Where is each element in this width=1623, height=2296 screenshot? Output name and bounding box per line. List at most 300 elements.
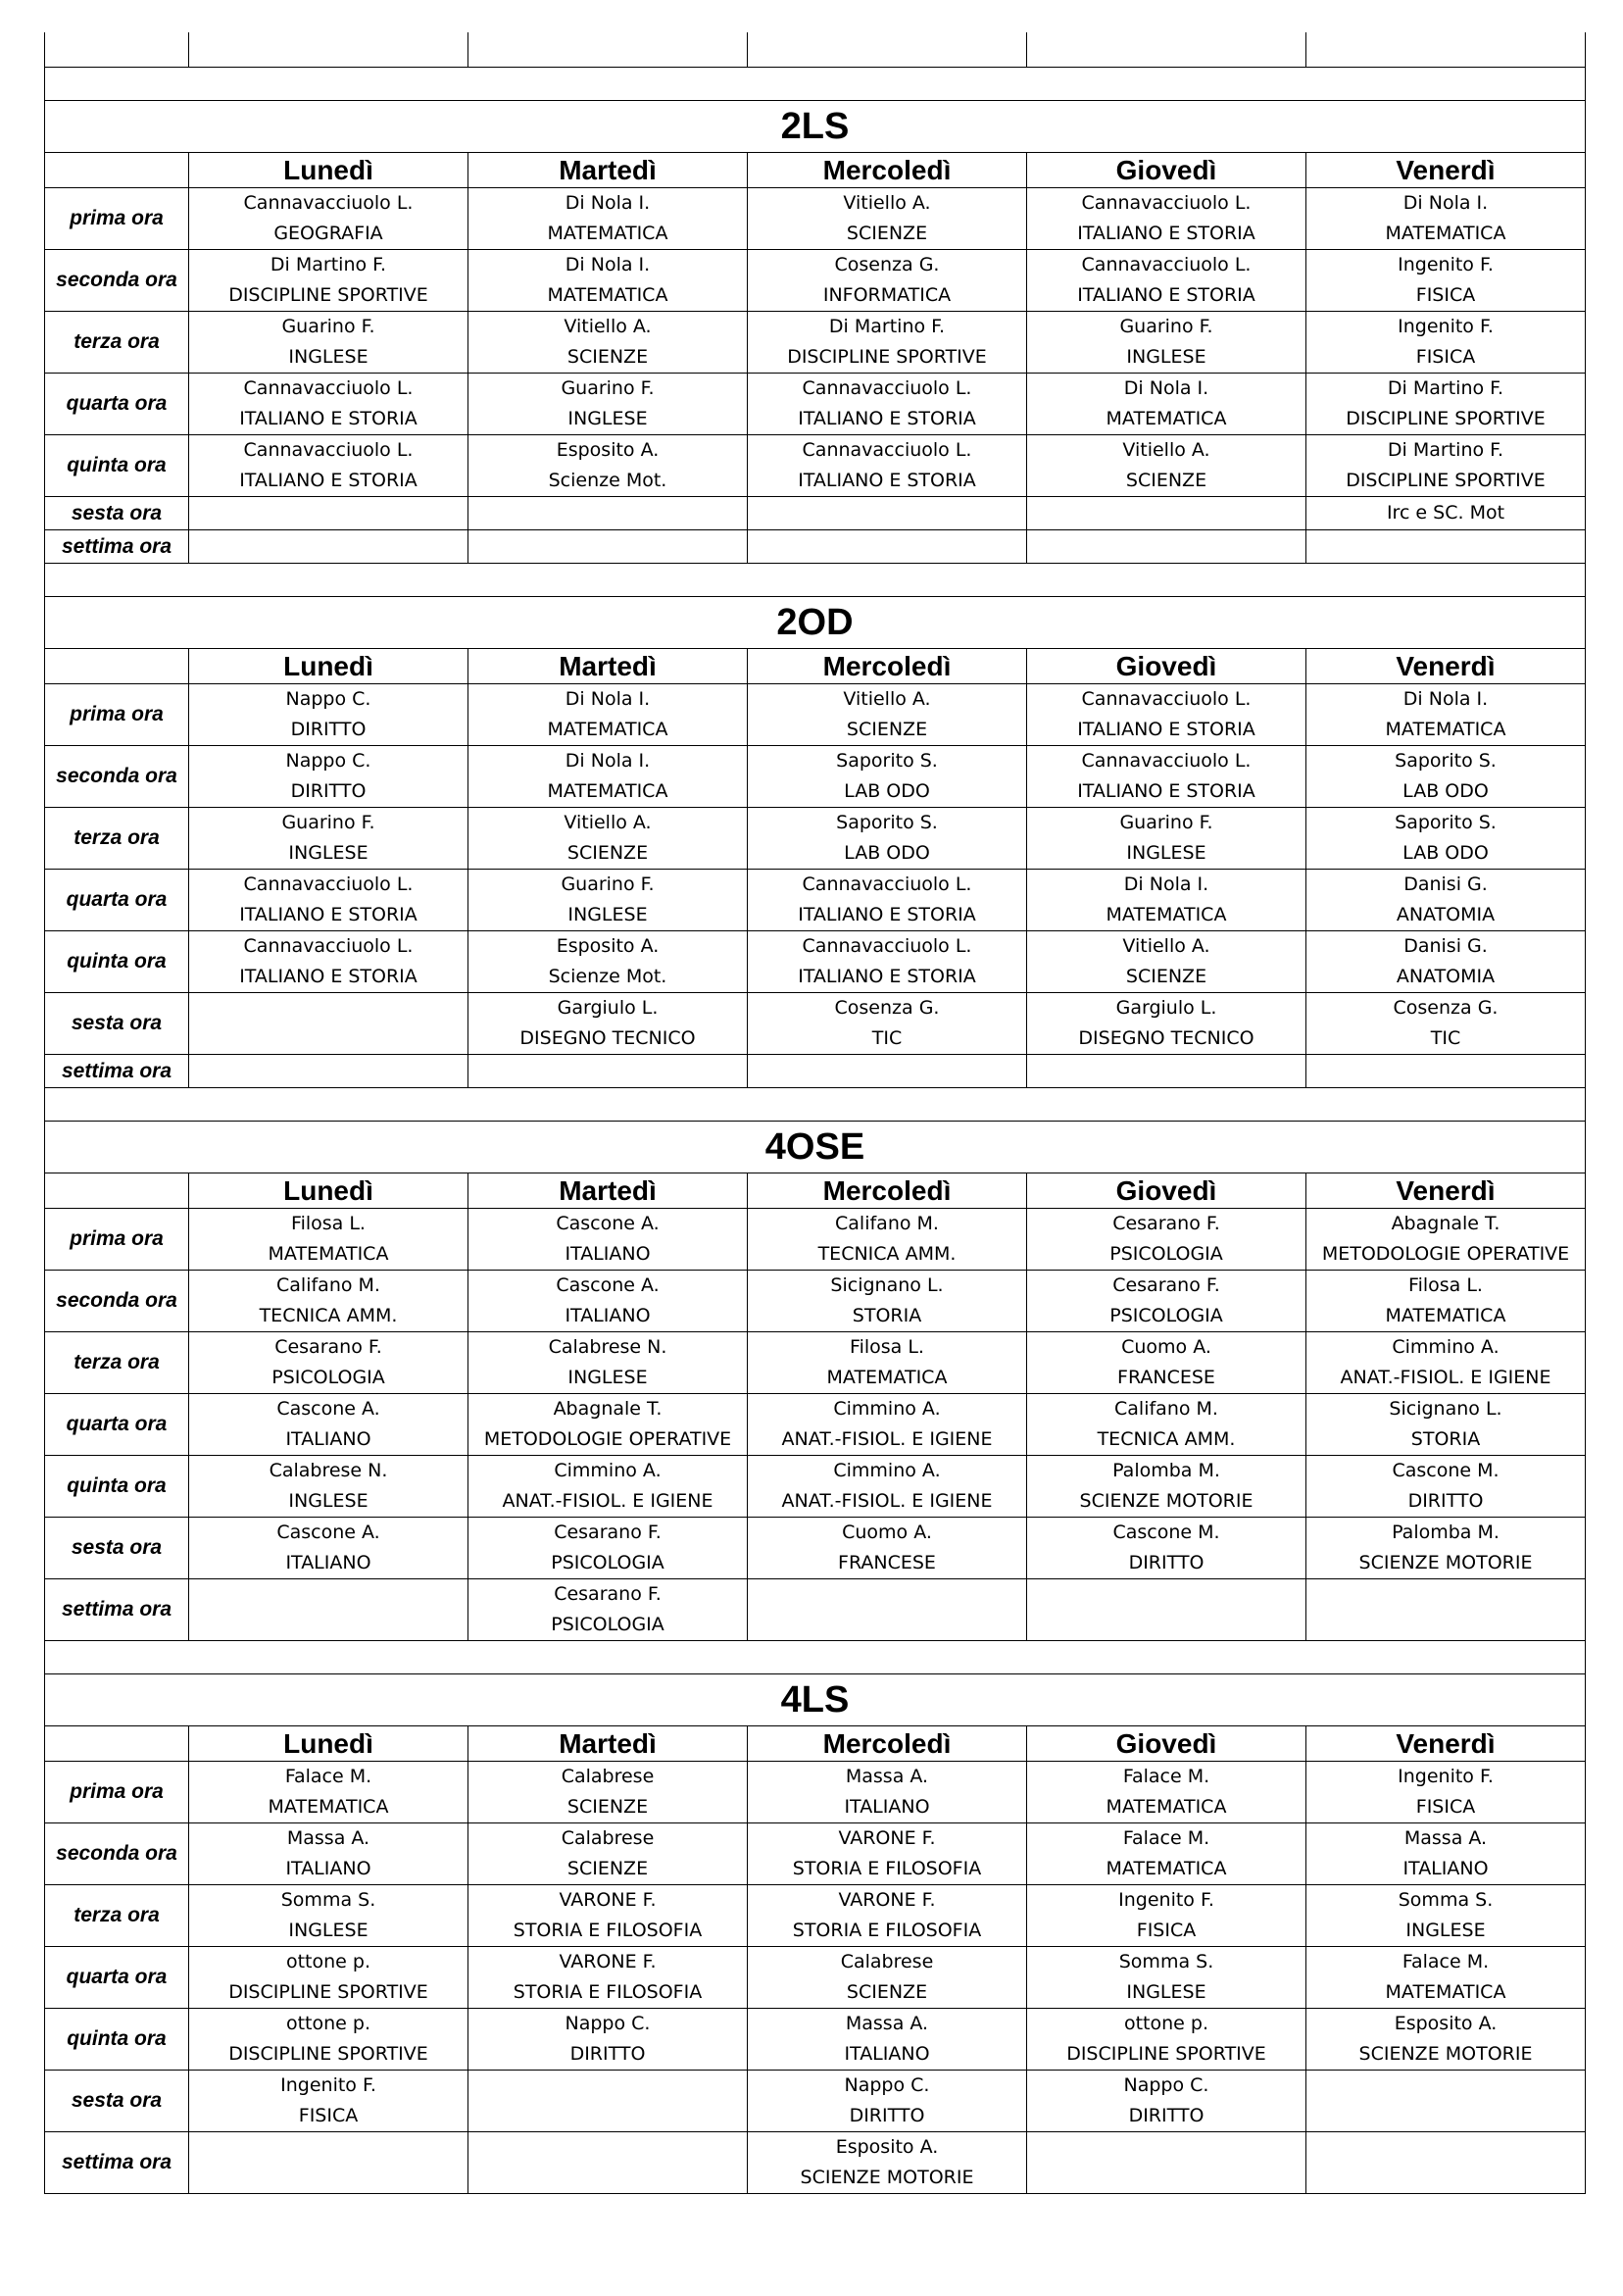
- lesson-cell: [1027, 1394, 1306, 1456]
- teacher-name: Di Nola I.: [565, 192, 651, 214]
- subject-name: MATEMATICA: [547, 284, 668, 306]
- lesson-cell: [1306, 870, 1586, 931]
- weekday-header-row: [45, 1173, 1586, 1209]
- period-label: settima ora: [45, 530, 189, 564]
- lesson-cell: [468, 1271, 748, 1332]
- subject-name: FRANCESE: [838, 1552, 936, 1573]
- teacher-name: Cannavacciuolo L.: [802, 935, 972, 957]
- subject-name: PSICOLOGIA: [271, 1367, 385, 1388]
- subject-name: ITALIANO E STORIA: [239, 966, 418, 987]
- period-label: settima ora: [45, 1579, 189, 1641]
- lesson-cell: [468, 435, 748, 497]
- teacher-name: Cannavacciuolo L.: [243, 935, 414, 957]
- period-row: [45, 1055, 1586, 1088]
- lesson-cell: [1027, 1055, 1306, 1088]
- weekday-header: Giovedì: [1027, 1726, 1306, 1762]
- period-row: [45, 1271, 1586, 1332]
- subject-name: FISICA: [1136, 1920, 1197, 1941]
- subject-name: DISCIPLINE SPORTIVE: [787, 346, 987, 368]
- period-label: prima ora: [45, 1209, 189, 1271]
- lesson-cell: [1306, 2009, 1586, 2071]
- teacher-name: Ingenito F.: [1398, 316, 1494, 337]
- teacher-name: Di Nola I.: [565, 254, 651, 275]
- weekday-header: Venerdì: [1306, 1726, 1586, 1762]
- period-row: [45, 312, 1586, 374]
- period-label: prima ora: [45, 1762, 189, 1823]
- lesson-cell: [748, 684, 1027, 746]
- subject-name: PSICOLOGIA: [551, 1552, 664, 1573]
- subject-name: ITALIANO E STORIA: [798, 904, 976, 925]
- teacher-name: Massa A.: [845, 2013, 929, 2034]
- weekday-header-row: [45, 1726, 1586, 1762]
- teacher-name: Di Martino F.: [270, 254, 387, 275]
- lesson-cell: [189, 2071, 468, 2132]
- lesson-cell: [1027, 435, 1306, 497]
- teacher-name: Guarino F.: [561, 377, 655, 399]
- teacher-name: Vitiello A.: [843, 688, 931, 710]
- subject-name: STORIA: [1410, 1428, 1481, 1450]
- period-row: [45, 993, 1586, 1055]
- lesson-cell: [468, 374, 748, 435]
- subject-name: SCIENZE MOTORIE: [1079, 1490, 1254, 1512]
- period-row: [45, 746, 1586, 808]
- teacher-name: Cannavacciuolo L.: [802, 873, 972, 895]
- lesson-cell: [468, 1456, 748, 1518]
- subject-name: METODOLOGIE OPERATIVE: [1321, 1243, 1570, 1265]
- lesson-cell: [748, 250, 1027, 312]
- teacher-name: VARONE F.: [559, 1951, 657, 1972]
- lesson-cell: [189, 435, 468, 497]
- lesson-cell: [468, 931, 748, 993]
- subject-name: SCIENZE: [846, 1981, 928, 2003]
- period-label: quarta ora: [45, 1394, 189, 1456]
- subject-name: DISCIPLINE SPORTIVE: [228, 284, 428, 306]
- subject-name: ITALIANO E STORIA: [239, 470, 418, 491]
- subject-name: PSICOLOGIA: [551, 1614, 664, 1635]
- subject-name: INFORMATICA: [822, 284, 952, 306]
- teacher-name: Vitiello A.: [1122, 439, 1210, 461]
- teacher-name: ottone p.: [285, 2013, 371, 2034]
- period-row: [45, 250, 1586, 312]
- teacher-name: Cannavacciuolo L.: [1081, 750, 1252, 772]
- lesson-cell: [748, 1762, 1027, 1823]
- subject-name: SCIENZE: [566, 1858, 649, 1879]
- lesson-cell: [1027, 808, 1306, 870]
- teacher-name: Calabrese N.: [548, 1336, 667, 1358]
- lesson-cell: [748, 312, 1027, 374]
- subject-name: MATEMATICA: [1385, 719, 1506, 740]
- subject-name: MATEMATICA: [1385, 1981, 1506, 2003]
- subject-name: ANATOMIA: [1396, 966, 1496, 987]
- lesson-cell: [1306, 746, 1586, 808]
- weekday-header: Venerdì: [1306, 649, 1586, 684]
- subject-name: ITALIANO E STORIA: [1077, 223, 1255, 244]
- lesson-cell: [748, 870, 1027, 931]
- period-label: quinta ora: [45, 1456, 189, 1518]
- lesson-cell: [189, 684, 468, 746]
- subject-name: LAB ODO: [844, 780, 930, 802]
- lesson-cell: [748, 1947, 1027, 2009]
- lesson-cell: [1306, 1456, 1586, 1518]
- subject-name: FISICA: [1415, 346, 1476, 368]
- period-row: [45, 1394, 1586, 1456]
- teacher-name: Cannavacciuolo L.: [1081, 254, 1252, 275]
- subject-name: MATEMATICA: [547, 223, 668, 244]
- teacher-name: Falace M.: [1122, 1766, 1210, 1787]
- teacher-name: Cannavacciuolo L.: [243, 377, 414, 399]
- teacher-name: Di Nola I.: [565, 750, 651, 772]
- subject-name: INGLESE: [288, 346, 369, 368]
- lesson-cell: [748, 993, 1027, 1055]
- lesson-cell: [468, 1518, 748, 1579]
- period-row: [45, 870, 1586, 931]
- teacher-name: Cascone A.: [556, 1274, 660, 1296]
- teacher-name: Guarino F.: [1119, 812, 1213, 833]
- lesson-cell: [189, 1762, 468, 1823]
- lesson-cell: [1027, 1271, 1306, 1332]
- lesson-cell: [189, 1823, 468, 1885]
- lesson-cell: [1306, 1823, 1586, 1885]
- lesson-cell: [1306, 1209, 1586, 1271]
- teacher-name: Palomba M.: [1392, 1522, 1500, 1543]
- teacher-name: Cosenza G.: [834, 997, 940, 1019]
- subject-name: DIRITTO: [290, 780, 367, 802]
- subject-name: ITALIANO E STORIA: [239, 408, 418, 429]
- period-label: seconda ora: [45, 250, 189, 312]
- subject-name: TIC: [871, 1027, 903, 1049]
- subject-name: STORIA E FILOSOFIA: [792, 1920, 982, 1941]
- teacher-name: Di Nola I.: [1123, 873, 1209, 895]
- teacher-name: Cuomo A.: [842, 1522, 932, 1543]
- teacher-name: Sicignano L.: [830, 1274, 944, 1296]
- teacher-name: Cannavacciuolo L.: [802, 439, 972, 461]
- lesson-cell: [748, 1823, 1027, 1885]
- class-title-row: [45, 1674, 1586, 1726]
- lesson-cell: [748, 746, 1027, 808]
- period-label: settima ora: [45, 1055, 189, 1088]
- teacher-name: Ingenito F.: [1398, 254, 1494, 275]
- period-row: [45, 188, 1586, 250]
- subject-name: PSICOLOGIA: [1109, 1243, 1223, 1265]
- lesson-cell: [748, 435, 1027, 497]
- subject-name: SCIENZE: [566, 842, 649, 864]
- subject-name: SCIENZE MOTORIE: [800, 2167, 974, 2188]
- lesson-cell: [748, 931, 1027, 993]
- lesson-cell: [748, 2009, 1027, 2071]
- weekday-header: Martedì: [468, 1173, 748, 1209]
- period-label: quinta ora: [45, 931, 189, 993]
- weekday-header: Lunedì: [189, 1726, 468, 1762]
- lesson-cell: [1027, 2132, 1306, 2194]
- subject-name: ANAT.-FISIOL. E IGIENE: [781, 1428, 993, 1450]
- lesson-cell: [1306, 1762, 1586, 1823]
- weekday-header: Lunedì: [189, 649, 468, 684]
- subject-name: ITALIANO E STORIA: [1077, 780, 1255, 802]
- teacher-name: Califano M.: [276, 1274, 380, 1296]
- period-row: [45, 1762, 1586, 1823]
- teacher-name: Abagnale T.: [553, 1398, 663, 1420]
- sheet-top-edge: [45, 32, 1586, 68]
- teacher-name: Guarino F.: [281, 316, 375, 337]
- weekday-header: Venerdì: [1306, 1173, 1586, 1209]
- lesson-cell: [468, 2009, 748, 2071]
- weekday-header: Giovedì: [1027, 153, 1306, 188]
- lesson-cell: [1306, 684, 1586, 746]
- period-label: sesta ora: [45, 993, 189, 1055]
- lesson-cell: [189, 1055, 468, 1088]
- lesson-cell: [468, 1332, 748, 1394]
- teacher-name: Filosa L.: [1408, 1274, 1483, 1296]
- lesson-cell: [748, 1209, 1027, 1271]
- lesson-cell: [1027, 1762, 1306, 1823]
- teacher-name: Saporito S.: [836, 812, 938, 833]
- period-label: prima ora: [45, 188, 189, 250]
- subject-name: ITALIANO: [285, 1858, 371, 1879]
- teacher-name: Calabrese N.: [269, 1460, 388, 1481]
- teacher-name: Cannavacciuolo L.: [243, 439, 414, 461]
- subject-name: LAB ODO: [844, 842, 930, 864]
- lesson-cell: [1306, 1055, 1586, 1088]
- teacher-name: Cannavacciuolo L.: [1081, 192, 1252, 214]
- lesson-cell: [1027, 1885, 1306, 1947]
- section-spacer: [45, 1088, 1586, 1122]
- lesson-cell: [189, 1332, 468, 1394]
- teacher-name: Cascone A.: [556, 1213, 660, 1234]
- lesson-cell: [468, 1394, 748, 1456]
- subject-name: ITALIANO: [844, 1796, 930, 1818]
- lesson-cell: [1027, 1823, 1306, 1885]
- teacher-name: Danisi G.: [1403, 935, 1488, 957]
- teacher-name: Califano M.: [835, 1213, 939, 1234]
- lesson-cell: [1027, 1518, 1306, 1579]
- teacher-name: Somma S.: [1398, 1889, 1494, 1911]
- subject-name: DIRITTO: [1407, 1490, 1484, 1512]
- teacher-name: Massa A.: [845, 1766, 929, 1787]
- teacher-name: Cascone A.: [276, 1522, 380, 1543]
- subject-name: DISCIPLINE SPORTIVE: [1346, 470, 1546, 491]
- lesson-cell: [189, 1579, 468, 1641]
- lesson-cell: [189, 1456, 468, 1518]
- subject-name: ITALIANO E STORIA: [1077, 719, 1255, 740]
- subject-name: ITALIANO: [565, 1305, 651, 1326]
- subject-name: ANAT.-FISIOL. E IGIENE: [502, 1490, 713, 1512]
- teacher-name: Di Martino F.: [1387, 439, 1504, 461]
- subject-name: DIRITTO: [569, 2043, 646, 2065]
- subject-name: ITALIANO E STORIA: [1077, 284, 1255, 306]
- teacher-name: Cimmino A.: [1392, 1336, 1500, 1358]
- header-corner: [45, 1173, 189, 1209]
- teacher-name: Saporito S.: [1395, 750, 1497, 772]
- teacher-name: Falace M.: [284, 1766, 372, 1787]
- subject-name: DISCIPLINE SPORTIVE: [1066, 2043, 1266, 2065]
- period-label: prima ora: [45, 684, 189, 746]
- lesson-cell: [1306, 808, 1586, 870]
- teacher-name: Califano M.: [1114, 1398, 1218, 1420]
- teacher-name: Cesarano F.: [1112, 1274, 1220, 1296]
- top-edge-cell: [189, 32, 468, 68]
- lesson-cell: [189, 1394, 468, 1456]
- teacher-name: Cesarano F.: [1112, 1213, 1220, 1234]
- period-label: terza ora: [45, 808, 189, 870]
- period-row: [45, 530, 1586, 564]
- subject-name: STORIA E FILOSOFIA: [513, 1981, 703, 2003]
- teacher-name: Somma S.: [280, 1889, 376, 1911]
- teacher-name: Cascone A.: [276, 1398, 380, 1420]
- lesson-cell: [468, 684, 748, 746]
- subject-name: TECNICA AMM.: [1097, 1428, 1236, 1450]
- teacher-name: Ingenito F.: [280, 2074, 376, 2096]
- class-title: 4LS: [45, 1674, 1586, 1726]
- subject-name: GEOGRAFIA: [273, 223, 383, 244]
- section-spacer: [45, 1641, 1586, 1674]
- subject-name: SCIENZE: [1125, 470, 1207, 491]
- lesson-cell: [748, 1394, 1027, 1456]
- subject-name: STORIA E FILOSOFIA: [792, 1858, 982, 1879]
- subject-name: MATEMATICA: [826, 1367, 948, 1388]
- teacher-name: Guarino F.: [281, 812, 375, 833]
- period-row: [45, 1885, 1586, 1947]
- lesson-cell: [468, 312, 748, 374]
- weekday-header: Lunedì: [189, 153, 468, 188]
- teacher-name: Cannavacciuolo L.: [1081, 688, 1252, 710]
- lesson-cell: [1306, 312, 1586, 374]
- subject-name: TIC: [1430, 1027, 1461, 1049]
- subject-name: SCIENZE: [566, 346, 649, 368]
- lesson-cell: [1027, 530, 1306, 564]
- lesson-cell: [189, 870, 468, 931]
- period-label: sesta ora: [45, 1518, 189, 1579]
- lesson-cell: [468, 1209, 748, 1271]
- teacher-name: Massa A.: [286, 1827, 370, 1849]
- teacher-name: Cesarano F.: [554, 1522, 662, 1543]
- lesson-cell: [748, 1518, 1027, 1579]
- lesson-cell: [468, 870, 748, 931]
- lesson-cell: [748, 188, 1027, 250]
- subject-name: LAB ODO: [1402, 842, 1489, 864]
- teacher-name: Cascone M.: [1392, 1460, 1500, 1481]
- lesson-cell: [1306, 1579, 1586, 1641]
- lesson-cell: [1306, 1394, 1586, 1456]
- period-row: [45, 1456, 1586, 1518]
- teacher-name: ottone p.: [1123, 2013, 1209, 2034]
- teacher-name: ottone p.: [285, 1951, 371, 1972]
- teacher-name: Cimmino A.: [554, 1460, 662, 1481]
- subject-name: STORIA E FILOSOFIA: [513, 1920, 703, 1941]
- lesson-cell: [468, 1885, 748, 1947]
- teacher-name: Vitiello A.: [843, 192, 931, 214]
- class-title: 2LS: [45, 101, 1586, 153]
- lesson-cell: [1027, 993, 1306, 1055]
- lesson-cell: [1306, 2071, 1586, 2132]
- timetable-sheet: [44, 32, 1586, 2194]
- header-corner: [45, 153, 189, 188]
- lesson-cell: [189, 1271, 468, 1332]
- lesson-cell: [189, 1947, 468, 2009]
- lesson-cell: [468, 1579, 748, 1641]
- period-label: terza ora: [45, 312, 189, 374]
- weekday-header: Mercoledì: [748, 649, 1027, 684]
- teacher-name: Sicignano L.: [1389, 1398, 1502, 1420]
- subject-name: DIRITTO: [1128, 2105, 1205, 2126]
- subject-name: ITALIANO E STORIA: [798, 470, 976, 491]
- subject-name: INGLESE: [288, 1490, 369, 1512]
- lesson-cell: [468, 1762, 748, 1823]
- teacher-name: Gargiulo L.: [1115, 997, 1217, 1019]
- lesson-cell: [748, 530, 1027, 564]
- lesson-cell: [468, 808, 748, 870]
- teacher-name: Vitiello A.: [564, 316, 652, 337]
- subject-name: SCIENZE: [1125, 966, 1207, 987]
- period-row: [45, 808, 1586, 870]
- teacher-name: Somma S.: [1118, 1951, 1214, 1972]
- subject-name: INGLESE: [288, 842, 369, 864]
- lesson-cell: [1027, 1456, 1306, 1518]
- period-label: sesta ora: [45, 2071, 189, 2132]
- lesson-cell: [1306, 497, 1586, 530]
- subject-name: SCIENZE MOTORIE: [1358, 1552, 1533, 1573]
- subject-name: MATEMATICA: [1106, 904, 1227, 925]
- lesson-cell: [189, 808, 468, 870]
- lesson-cell: [1306, 2132, 1586, 2194]
- teacher-name: Cuomo A.: [1121, 1336, 1211, 1358]
- lesson-cell: [748, 1885, 1027, 1947]
- spacer-cell: [45, 564, 1586, 597]
- subject-name: DIRITTO: [1128, 1552, 1205, 1573]
- subject-name: PSICOLOGIA: [1109, 1305, 1223, 1326]
- lesson-cell: [189, 312, 468, 374]
- teacher-name: Di Nola I.: [1402, 192, 1489, 214]
- teacher-name: Ingenito F.: [1398, 1766, 1494, 1787]
- lesson-cell: [748, 497, 1027, 530]
- lesson-cell: [1027, 374, 1306, 435]
- subject-name: INGLESE: [567, 1367, 648, 1388]
- teacher-name: Vitiello A.: [1122, 935, 1210, 957]
- lesson-cell: [1027, 250, 1306, 312]
- lesson-cell: [468, 250, 748, 312]
- weekday-header: Giovedì: [1027, 649, 1306, 684]
- teacher-name: Cimmino A.: [833, 1460, 941, 1481]
- subject-name: ITALIANO: [844, 2043, 930, 2065]
- lesson-cell: [189, 1885, 468, 1947]
- lesson-cell: [1306, 1271, 1586, 1332]
- section-spacer: [45, 68, 1586, 101]
- header-corner: [45, 1726, 189, 1762]
- spacer-cell: [45, 1088, 1586, 1122]
- teacher-name: Falace M.: [1402, 1951, 1490, 1972]
- lesson-cell: [748, 1579, 1027, 1641]
- subject-name: METODOLOGIE OPERATIVE: [483, 1428, 732, 1450]
- spacer-cell: [45, 68, 1586, 101]
- lesson-cell: [468, 1055, 748, 1088]
- subject-name: DIRITTO: [849, 2105, 925, 2126]
- teacher-name: Nappo C.: [844, 2074, 930, 2096]
- period-label: quinta ora: [45, 435, 189, 497]
- top-edge-cell: [1306, 32, 1586, 68]
- period-label: seconda ora: [45, 1823, 189, 1885]
- period-label: quinta ora: [45, 2009, 189, 2071]
- teacher-name: Calabrese: [561, 1766, 655, 1787]
- subject-name: DISCIPLINE SPORTIVE: [228, 1981, 428, 2003]
- lesson-cell: [1306, 1332, 1586, 1394]
- subject-name: MATEMATICA: [268, 1796, 389, 1818]
- lesson-cell: [1306, 1885, 1586, 1947]
- subject-name: INGLESE: [1126, 346, 1206, 368]
- lesson-cell: [1027, 2009, 1306, 2071]
- subject-name: INGLESE: [567, 408, 648, 429]
- teacher-name: Nappo C.: [1123, 2074, 1209, 2096]
- teacher-name: Danisi G.: [1403, 873, 1488, 895]
- subject-name: FISICA: [1415, 1796, 1476, 1818]
